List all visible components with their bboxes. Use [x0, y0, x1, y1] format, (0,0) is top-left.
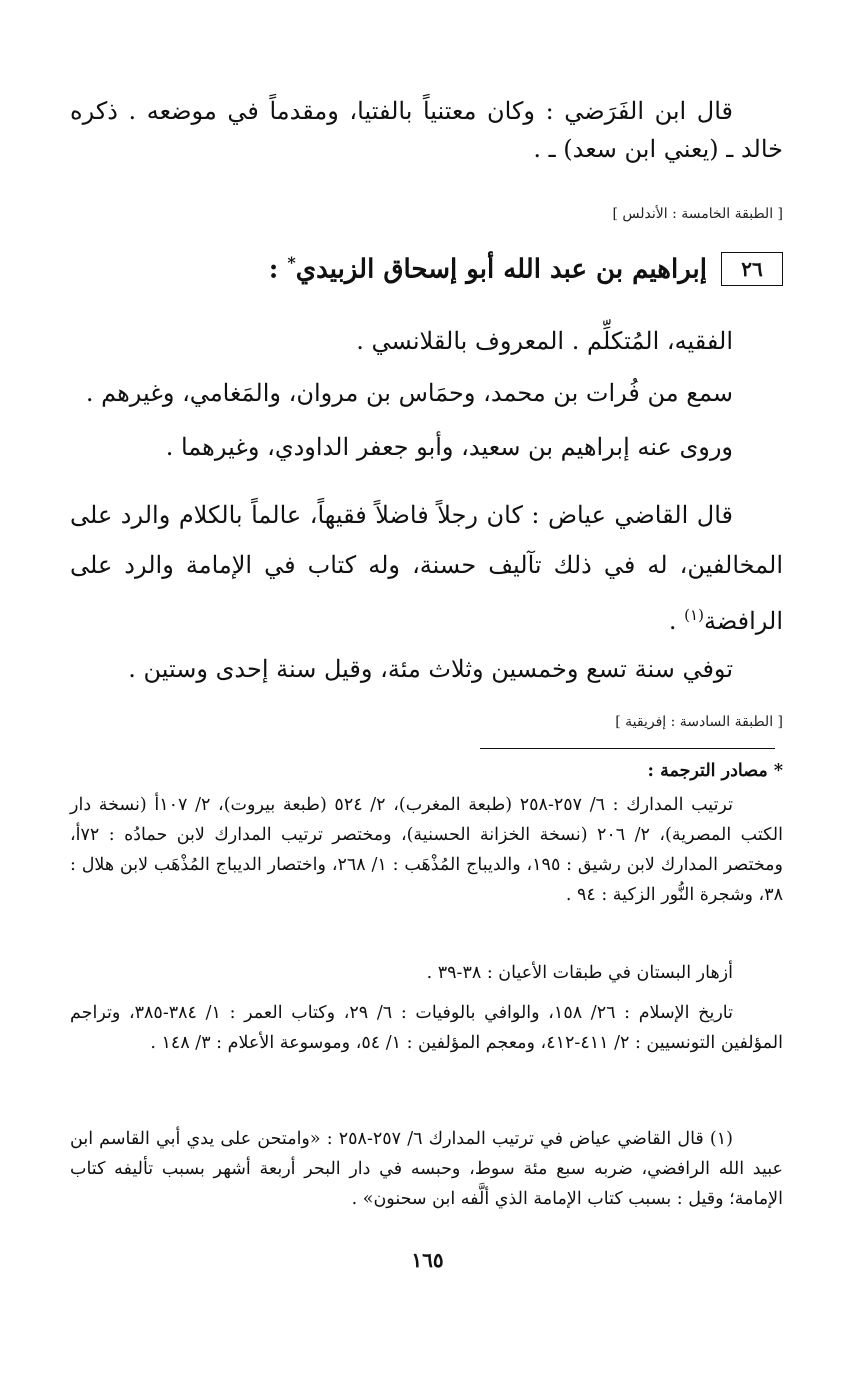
footnote-ref-1: (١) [684, 606, 704, 624]
paragraph-students: وروى عنه إبراهيم بن سعيد، وأبو جعفر الداودي، وغيرهما . [165, 433, 733, 461]
tabaqa-label-sixth: [ الطبقة السادسة : إفريقية ] [615, 714, 783, 730]
entry-number-box: ٢٦ [721, 252, 783, 286]
footnote-1: (١) قال القاضي عياض في ترتيب المدارك ٦/ ٢٥٧-٢٥٨ : «وامتحن على يدي أبي القاسم ابن عبيد الله الرافضي، ضربه سبع مئة سوط، وحبسه في دار البحر أربعة أشهر بسبب تأليفه كتاب الإمامة؛ وقيل : بسبب كتاب الإمامة الذي ألَّفه ابن سحنون» . [70, 1129, 783, 1209]
entry-title [269, 253, 707, 285]
qadi-iyad-text: قال القاضي عياض : كان رجلاً فاضلاً فقيهاً، عالماً بالكلام والرد على المخالفين، له في ذلك تآليف حسنة، وله كتاب في الإمامة والرد على الرافضة [70, 501, 783, 635]
page-number: ١٦٥ [411, 1248, 444, 1272]
sources-list-1: ترتيب المدارك : ٦/ ٢٥٧-٢٥٨ (طبعة المغرب)، ٢/ ٥٢٤ (طبعة بيروت)، ٢/ ١٠٧أ (نسخة دار الكتب المصرية)، ٢/ ٢٠٦ (نسخة الخزانة الحسنية)، ومختصر ترتيب المدارك لابن حمادُه : ٧٢أ، ومختصر المدارك لابن رشيق : ١٩٥، والديباج المُذْهَب : ١/ ٢٦٨، واختصار الديباج المُذْهَب لابن هلال : ٣٨، وشجرة النُّور الزكية : ٩٤ . [70, 795, 783, 905]
paragraph-teachers: سمع من فُرات بن محمد، وحمَاس بن مروان، والمَغامي، وغيرهم . [85, 379, 733, 407]
tabaqa-label-fifth: [ الطبقة الخامسة : الأندلس ] [612, 206, 783, 222]
entry-heading [269, 252, 783, 286]
footnote-divider [480, 748, 775, 749]
sources-title: * مصادر الترجمة : [647, 761, 783, 781]
entry-name: إبراهيم بن عبد الله أبو إسحاق الزبيدي [295, 254, 707, 285]
qadi-iyad-end: . [668, 607, 685, 635]
paragraph-death: توفي سنة تسع وخمسين وثلاث مئة، وقيل سنة إحدى وستين . [128, 655, 733, 683]
sources-list-3: تاريخ الإسلام : ٢٦/ ١٥٨، والوافي بالوفيات : ٦/ ٢٩، وكتاب العمر : ١/ ٣٨٤-٣٨٥، وتراجم المؤلفين التونسيين : ٢/ ٤١١-٤١٢، ومعجم المؤلفين : ١/ ٥٤، وموسوعة الأعلام : ٣/ ١٤٨ . [70, 1003, 783, 1053]
paragraph-description: الفقيه، المُتكلِّم . المعروف بالقلانسي . [356, 327, 733, 355]
paragraph-continuation: قال ابن الفَرَضي : وكان معتنياً بالفتيا، ومقدماً في موضعه . ذكره خالد ـ (يعني ابن سعد) ـ . [70, 97, 783, 163]
paragraph-qadi-iyad [70, 490, 783, 646]
sources-list-2: أزهار البستان في طبقات الأعيان : ٣٨-٣٩ . [426, 963, 733, 983]
entry-colon: : [268, 254, 288, 285]
source-star-marker: * [287, 253, 296, 273]
